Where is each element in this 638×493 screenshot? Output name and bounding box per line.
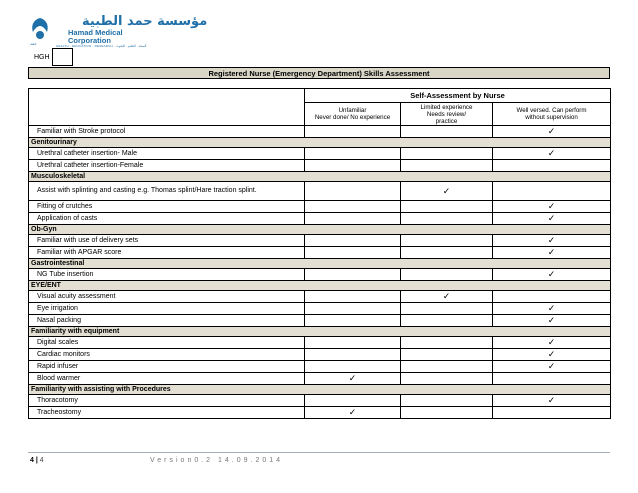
skill-label: Familiar with Stroke protocol bbox=[29, 126, 305, 138]
column-header-well-versed: Well versed. Can perform without supervision bbox=[493, 103, 611, 126]
logo-arabic-name: مؤسسة حمد الطبية bbox=[82, 14, 208, 29]
skill-label: Rapid infuser bbox=[29, 361, 305, 373]
rating-cell-limited[interactable] bbox=[401, 247, 493, 259]
rating-cell-well-versed[interactable] bbox=[493, 291, 611, 303]
rating-cell-unfamiliar[interactable] bbox=[305, 235, 401, 247]
rating-cell-unfamiliar[interactable] bbox=[305, 349, 401, 361]
table-row bbox=[29, 407, 611, 419]
logo-small-arabic: حمد bbox=[30, 41, 37, 46]
rating-cell-limited[interactable] bbox=[401, 349, 493, 361]
table-row bbox=[29, 395, 611, 407]
rating-cell-limited[interactable] bbox=[401, 303, 493, 315]
rating-cell-unfamiliar[interactable] bbox=[305, 247, 401, 259]
rating-cell-limited[interactable] bbox=[401, 235, 493, 247]
skill-label: Application of casts bbox=[29, 213, 305, 225]
rating-cell-well-versed[interactable] bbox=[493, 337, 611, 349]
rating-cell-well-versed[interactable] bbox=[493, 213, 611, 225]
rating-cell-limited[interactable] bbox=[401, 269, 493, 281]
table-row bbox=[29, 269, 611, 281]
rating-cell-unfamiliar[interactable] bbox=[305, 201, 401, 213]
logo-name-line1: Hamad Medical bbox=[68, 28, 123, 37]
rating-cell-unfamiliar[interactable] bbox=[305, 182, 401, 201]
category-row bbox=[29, 172, 611, 182]
table-row bbox=[29, 361, 611, 373]
rating-cell-well-versed[interactable] bbox=[493, 373, 611, 385]
checkmark-icon: ✓ bbox=[547, 269, 556, 279]
skill-label: Visual acuity assessment bbox=[29, 291, 305, 303]
logo-tagline: HEALTH · EDUCATION · RESEARCH · الصحة · التعليم · البحوث bbox=[56, 44, 147, 48]
rating-cell-well-versed[interactable] bbox=[493, 303, 611, 315]
skill-label: Assist with splinting and casting e.g. Thomas splint/Hare traction splint. bbox=[29, 182, 305, 201]
category-label: Familiarity with assisting with Procedures bbox=[29, 385, 611, 395]
rating-cell-unfamiliar[interactable] bbox=[305, 303, 401, 315]
table-row bbox=[29, 291, 611, 303]
rating-cell-unfamiliar[interactable] bbox=[305, 337, 401, 349]
rating-cell-limited[interactable] bbox=[401, 201, 493, 213]
rating-cell-well-versed[interactable] bbox=[493, 349, 611, 361]
table-row bbox=[29, 373, 611, 385]
footer-divider bbox=[28, 452, 610, 453]
page-separator: | bbox=[35, 457, 38, 464]
rating-cell-unfamiliar[interactable] bbox=[305, 148, 401, 160]
page-current: 4 bbox=[30, 457, 34, 464]
skill-label: Cardiac monitors bbox=[29, 349, 305, 361]
rating-cell-well-versed[interactable] bbox=[493, 395, 611, 407]
rating-cell-well-versed[interactable] bbox=[493, 201, 611, 213]
rating-cell-limited[interactable] bbox=[401, 337, 493, 349]
checkmark-icon: ✓ bbox=[547, 201, 556, 211]
checkmark-icon: ✓ bbox=[348, 373, 357, 383]
checkmark-icon: ✓ bbox=[547, 315, 556, 325]
table-row bbox=[29, 315, 611, 327]
table-row bbox=[29, 235, 611, 247]
skill-label: Familiar with APGAR score bbox=[29, 247, 305, 259]
category-label: Gastrointestinal bbox=[29, 259, 611, 269]
rating-cell-well-versed[interactable] bbox=[493, 247, 611, 259]
hgh-label: HGH bbox=[34, 54, 50, 61]
checkmark-icon: ✓ bbox=[442, 186, 451, 196]
checkmark-icon: ✓ bbox=[547, 235, 556, 245]
rating-cell-limited[interactable] bbox=[401, 182, 493, 201]
rating-cell-well-versed[interactable] bbox=[493, 361, 611, 373]
logo-english-name bbox=[68, 29, 123, 45]
checkmark-icon: ✓ bbox=[547, 349, 556, 359]
checkmark-icon: ✓ bbox=[547, 303, 556, 313]
rating-cell-well-versed[interactable] bbox=[493, 315, 611, 327]
rating-cell-unfamiliar[interactable] bbox=[305, 291, 401, 303]
rating-cell-unfamiliar[interactable] bbox=[305, 373, 401, 385]
rating-cell-unfamiliar[interactable] bbox=[305, 395, 401, 407]
rating-cell-limited[interactable] bbox=[401, 395, 493, 407]
category-row bbox=[29, 225, 611, 235]
rating-cell-well-versed[interactable] bbox=[493, 148, 611, 160]
rating-cell-limited[interactable] bbox=[401, 160, 493, 172]
rating-cell-limited[interactable] bbox=[401, 407, 493, 419]
rating-cell-well-versed[interactable] bbox=[493, 182, 611, 201]
hamad-logo bbox=[28, 12, 208, 48]
table-row bbox=[29, 182, 611, 201]
column-header-unfamiliar: Unfamiliar Never done/ No experience bbox=[305, 103, 401, 126]
category-label: Familiarity with equipment bbox=[29, 327, 611, 337]
rating-cell-well-versed[interactable] bbox=[493, 407, 611, 419]
category-label: Musculoskeletal bbox=[29, 172, 611, 182]
table-row bbox=[29, 247, 611, 259]
category-label: Ob-Gyn bbox=[29, 225, 611, 235]
skill-label: Urethral catheter insertion-Female bbox=[29, 160, 305, 172]
skill-label: Eye irrigation bbox=[29, 303, 305, 315]
rating-cell-unfamiliar[interactable] bbox=[305, 269, 401, 281]
version-label: Version0.2 14.09.2014 bbox=[150, 457, 284, 464]
rating-cell-well-versed[interactable] bbox=[493, 235, 611, 247]
checkmark-icon: ✓ bbox=[547, 361, 556, 371]
page-title: Registered Nurse (Emergency Department) Skills Assessment bbox=[28, 67, 610, 79]
checkmark-icon: ✓ bbox=[442, 291, 451, 301]
rating-cell-limited[interactable] bbox=[401, 126, 493, 138]
rating-cell-unfamiliar[interactable] bbox=[305, 407, 401, 419]
table-row bbox=[29, 213, 611, 225]
rating-cell-well-versed[interactable] bbox=[493, 269, 611, 281]
hamad-logo-mark-icon bbox=[28, 16, 52, 44]
rating-cell-limited[interactable] bbox=[401, 213, 493, 225]
rating-cell-unfamiliar[interactable] bbox=[305, 315, 401, 327]
table-row bbox=[29, 201, 611, 213]
table-row bbox=[29, 337, 611, 349]
skill-label: Fitting of crutches bbox=[29, 201, 305, 213]
self-assessment-header: Self-Assessment by Nurse bbox=[305, 89, 611, 103]
skill-label: Thoracotomy bbox=[29, 395, 305, 407]
skill-label: Familiar with use of delivery sets bbox=[29, 235, 305, 247]
table-row bbox=[29, 148, 611, 160]
skill-label: Digital scales bbox=[29, 337, 305, 349]
skill-label: Nasal packing bbox=[29, 315, 305, 327]
rating-cell-unfamiliar[interactable] bbox=[305, 213, 401, 225]
category-row bbox=[29, 281, 611, 291]
skill-label: Urethral catheter insertion- Male bbox=[29, 148, 305, 160]
rating-cell-unfamiliar[interactable] bbox=[305, 126, 401, 138]
checkmark-icon: ✓ bbox=[547, 337, 556, 347]
checkmark-icon: ✓ bbox=[547, 213, 556, 223]
category-row bbox=[29, 385, 611, 395]
skill-label: Tracheostomy bbox=[29, 407, 305, 419]
hgh-checkbox[interactable] bbox=[52, 48, 73, 66]
table-row bbox=[29, 303, 611, 315]
table-row bbox=[29, 126, 611, 138]
rating-cell-unfamiliar[interactable] bbox=[305, 361, 401, 373]
category-label: Genitourinary bbox=[29, 138, 611, 148]
table-row bbox=[29, 160, 611, 172]
page-number bbox=[30, 457, 44, 464]
table-group-header-row bbox=[29, 89, 611, 103]
category-row bbox=[29, 327, 611, 337]
category-label: EYE/ENT bbox=[29, 281, 611, 291]
checkmark-icon: ✓ bbox=[547, 247, 556, 257]
rating-cell-limited[interactable] bbox=[401, 291, 493, 303]
rating-cell-limited[interactable] bbox=[401, 361, 493, 373]
checkmark-icon: ✓ bbox=[348, 407, 357, 417]
rating-cell-limited[interactable] bbox=[401, 148, 493, 160]
category-row bbox=[29, 259, 611, 269]
checkmark-icon: ✓ bbox=[547, 395, 556, 405]
checkmark-icon: ✓ bbox=[547, 148, 556, 158]
rating-cell-unfamiliar[interactable] bbox=[305, 160, 401, 172]
rating-cell-limited[interactable] bbox=[401, 315, 493, 327]
rating-cell-limited[interactable] bbox=[401, 373, 493, 385]
rating-cell-well-versed[interactable] bbox=[493, 126, 611, 138]
skill-label: Blood warmer bbox=[29, 373, 305, 385]
category-row bbox=[29, 138, 611, 148]
header-blank-cell bbox=[29, 89, 305, 126]
skill-label: NG Tube insertion bbox=[29, 269, 305, 281]
column-header-limited: Limited experience Needs review/ practice bbox=[401, 103, 493, 126]
skills-table bbox=[28, 88, 611, 419]
rating-cell-well-versed[interactable] bbox=[493, 160, 611, 172]
table-row bbox=[29, 349, 611, 361]
checkmark-icon: ✓ bbox=[547, 126, 556, 136]
logo-name-line2: Corporation bbox=[68, 36, 111, 45]
page-total: 4 bbox=[39, 457, 44, 464]
